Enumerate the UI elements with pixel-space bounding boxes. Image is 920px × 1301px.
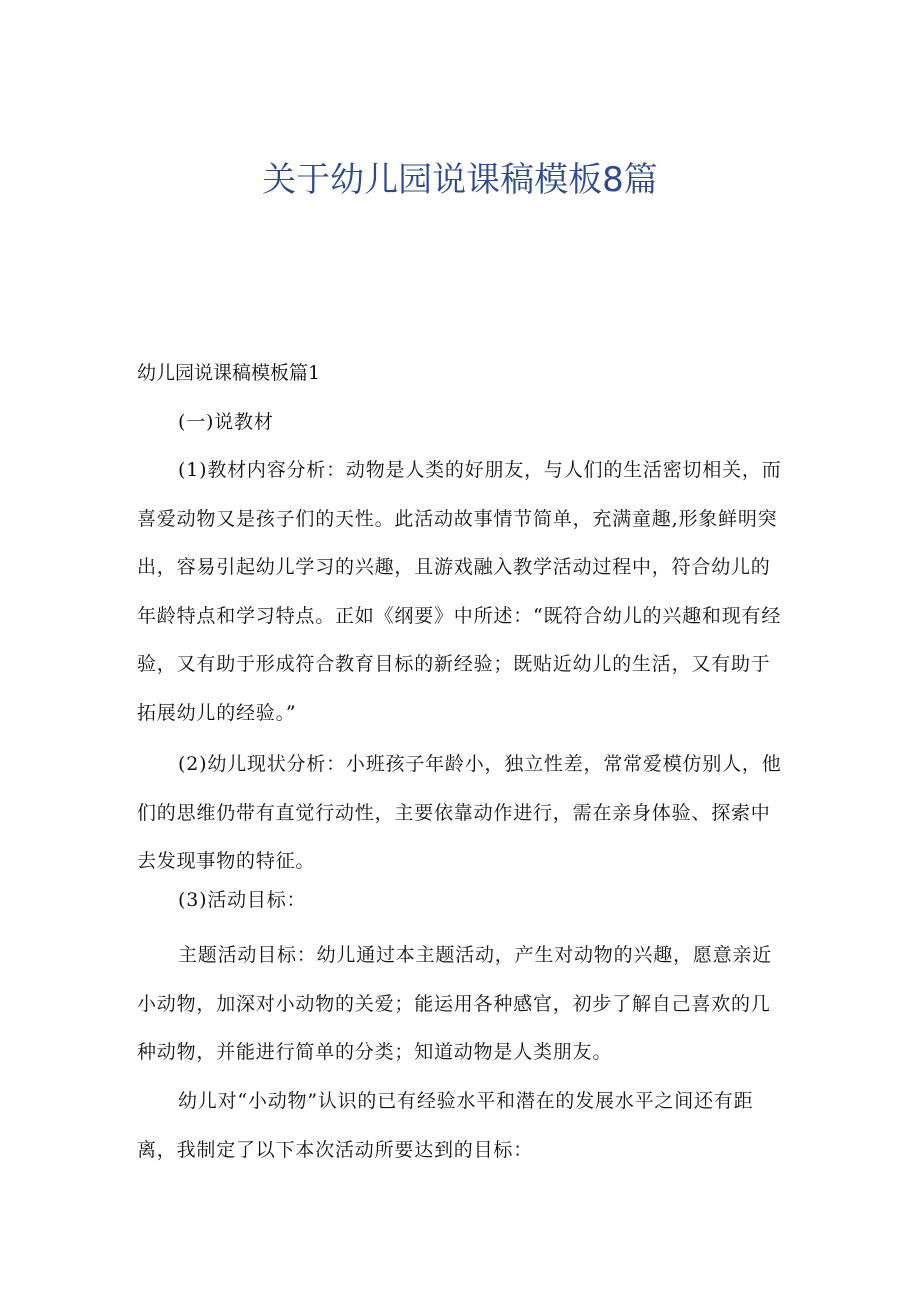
document-title: 关于幼儿园说课稿模板8篇: [262, 160, 658, 200]
paragraph-children-experience: 幼儿对“小动物”认识的已有经验水平和潜在的发展水平之间还有距离，我制定了以下本次活动所要达到的目标：: [137, 1090, 754, 1161]
paragraph-jiaocai-analysis: (1)教材内容分析：动物是人类的好朋友，与人们的生活密切相关，而喜爱动物又是孩子们的天性。此活动故事情节简单，充满童趣,形象鲜明突出，容易引起幼儿学习的兴趣，且游戏融入教学活动过程中，符合幼儿的年龄特点和学习特点。正如《纲要》中所述：“既符合幼儿的兴趣和现有经验，又有助于形成符合教育目标的新经验；既贴近幼儿的生活，又有助于拓展幼儿的经验。”: [137, 459, 782, 724]
paragraph-shuo-jiaocai: (一)说教材: [178, 411, 274, 433]
paragraph-theme-goals: 主题活动目标：幼儿通过本主题活动，产生对动物的兴趣，愿意亲近小动物，加深对小动物的关爱；能运用各种感官，初步了解自己喜欢的几种动物，并能进行简单的分类；知道动物是人类朋友。: [137, 944, 773, 1063]
paragraph-children-status: (2)幼儿现状分析：小班孩子年龄小，独立性差，常常爱模仿别人，他们的思维仍带有直觉行动性，主要依靠动作进行，需在亲身体验、探索中去发现事物的特征。: [137, 753, 782, 872]
section-heading: 幼儿园说课稿模板篇1: [137, 362, 321, 384]
paragraph-activity-goals: (3)活动目标：: [178, 889, 307, 911]
